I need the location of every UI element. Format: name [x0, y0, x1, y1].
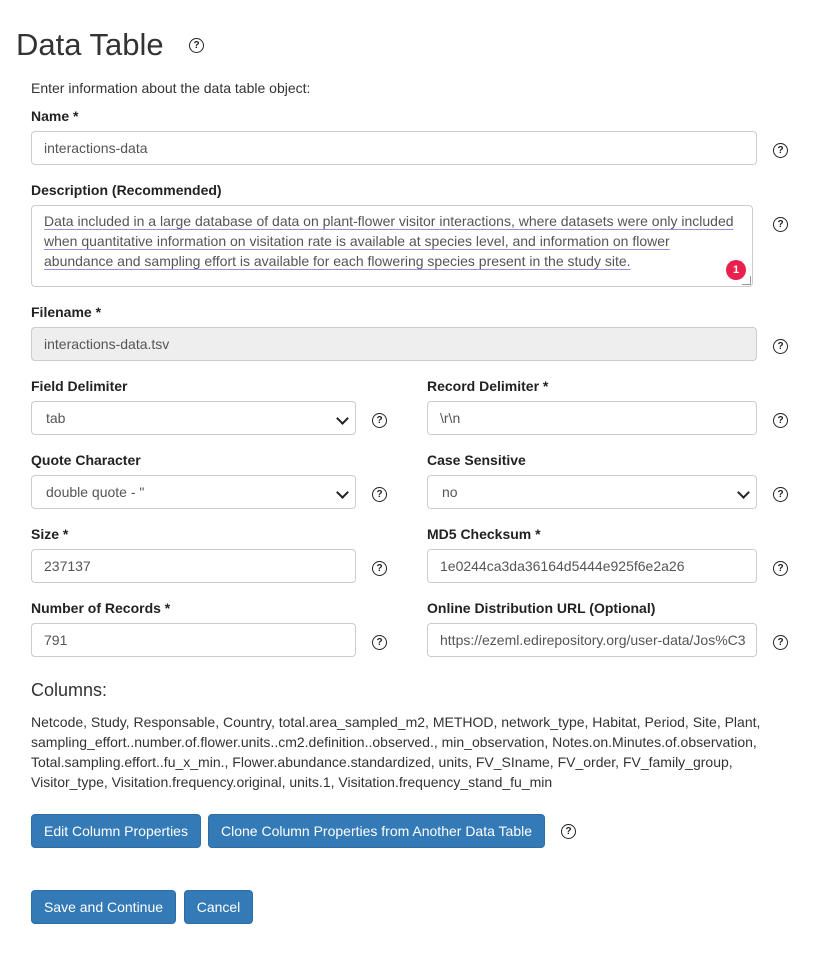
- size-input[interactable]: 237137: [31, 549, 356, 583]
- save-and-continue-button[interactable]: Save and Continue: [31, 890, 176, 924]
- columns-heading: Columns:: [31, 680, 108, 700]
- md5-label: MD5 Checksum *: [427, 526, 541, 542]
- record-delimiter-label: Record Delimiter *: [427, 378, 549, 394]
- case-sensitive-value: no: [442, 484, 458, 500]
- help-icon[interactable]: ?: [561, 824, 576, 839]
- help-icon[interactable]: ?: [773, 635, 788, 650]
- page-title: Data Table: [16, 27, 164, 62]
- columns-list: Netcode, Study, Responsable, Country, total.area_sampled_m2, METHOD, network_type, Habitat, Period, Site, Plant, sampling_effort..number.of.flower.units..cm2.definition..observed., min_observation, Notes.on.Minutes.of.observation, Total.sampling.effort..fu_x_min., Flower.abundance.standardized, units, FV_SIname, FV_order, FV_family_group, Visitor_type, Visitation.frequency.original, units.1, Visitation.frequency_stand_fu_min: [31, 714, 761, 790]
- field-delimiter-select[interactable]: [31, 401, 356, 435]
- num-records-input[interactable]: 791: [31, 623, 356, 657]
- help-icon[interactable]: ?: [773, 339, 788, 354]
- help-icon[interactable]: ?: [189, 38, 204, 53]
- edit-column-properties-button[interactable]: Edit Column Properties: [31, 814, 201, 848]
- description-line: Data included in a large database of data on plant-flower visitor interactions, where datasets were only included: [44, 213, 734, 229]
- description-line: abundance and sampling effort is available for each flowering species present in the study site.: [44, 253, 631, 269]
- help-icon[interactable]: ?: [773, 143, 788, 158]
- description-line: when quantitative information on visitation rate is available at species level, and information on flower: [44, 233, 670, 249]
- help-icon[interactable]: ?: [372, 635, 387, 650]
- chevron-down-icon: [336, 486, 349, 499]
- clone-column-properties-button[interactable]: Clone Column Properties from Another Data Table: [208, 814, 545, 848]
- record-delimiter-input[interactable]: \r\n: [427, 401, 757, 435]
- cancel-button[interactable]: Cancel: [184, 890, 253, 924]
- quote-character-select[interactable]: [31, 475, 356, 509]
- help-icon[interactable]: ?: [773, 413, 788, 428]
- intro-text: Enter information about the data table object:: [31, 80, 311, 96]
- filename-input: interactions-data.tsv: [31, 327, 757, 361]
- name-input[interactable]: interactions-data: [31, 131, 757, 165]
- field-delimiter-label: Field Delimiter: [31, 378, 128, 394]
- case-sensitive-label: Case Sensitive: [427, 452, 526, 468]
- chevron-down-icon: [737, 486, 750, 499]
- help-icon[interactable]: ?: [372, 487, 387, 502]
- quote-character-label: Quote Character: [31, 452, 141, 468]
- help-icon[interactable]: ?: [773, 561, 788, 576]
- chevron-down-icon: [336, 412, 349, 425]
- spellcheck-badge[interactable]: 1: [726, 260, 746, 280]
- field-delimiter-value: tab: [46, 410, 66, 426]
- online-url-input[interactable]: https://ezeml.edirepository.org/user-data/Jos%C3: [427, 623, 757, 657]
- name-label: Name *: [31, 108, 79, 124]
- quote-character-value: double quote - ": [46, 484, 145, 500]
- description-label: Description (Recommended): [31, 182, 222, 198]
- help-icon[interactable]: ?: [372, 561, 387, 576]
- online-url-label: Online Distribution URL (Optional): [427, 600, 656, 616]
- case-sensitive-select[interactable]: [427, 475, 757, 509]
- resize-grip-icon[interactable]: [742, 276, 751, 285]
- help-icon[interactable]: ?: [773, 217, 788, 232]
- md5-input[interactable]: 1e0244ca3da36164d5444e925f6e2a26: [427, 549, 757, 583]
- num-records-label: Number of Records *: [31, 600, 171, 616]
- filename-label: Filename *: [31, 304, 102, 320]
- size-label: Size *: [31, 526, 69, 542]
- help-icon[interactable]: ?: [773, 487, 788, 502]
- help-icon[interactable]: ?: [372, 413, 387, 428]
- description-textarea[interactable]: [31, 205, 753, 287]
